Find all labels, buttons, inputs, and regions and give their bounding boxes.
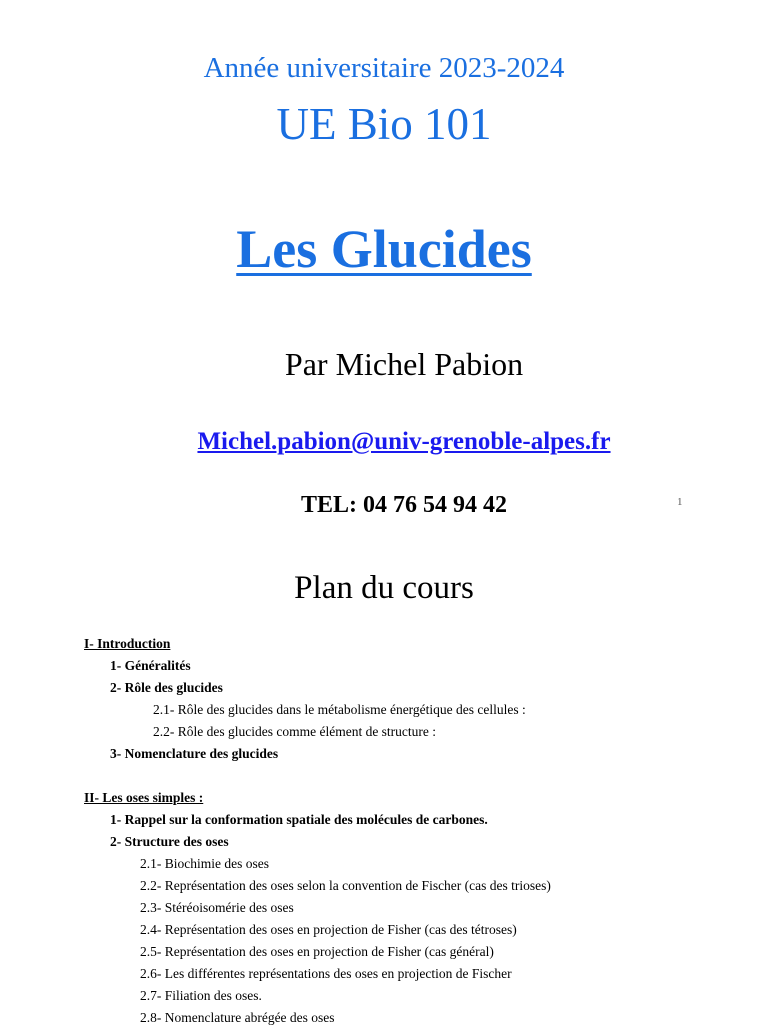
outline-subitem: 2.2- Rôle des glucides comme élément de structure : xyxy=(153,724,437,739)
outline-subitem: 2.4- Représentation des oses en projection de Fisher (cas des tétroses) xyxy=(140,922,517,937)
academic-year: Année universitaire 2023-2024 xyxy=(203,52,565,84)
outline-item: 2- Structure des oses xyxy=(110,834,229,849)
outline-item: 2- Rôle des glucides xyxy=(110,680,223,695)
page-number: 1 xyxy=(677,496,683,508)
outline-subitem: 2.7- Filiation des oses. xyxy=(140,988,262,1003)
outline-subitem: 2.1- Biochimie des oses xyxy=(140,856,269,871)
email-link[interactable]: Michel.pabion@univ-grenoble-alpes.fr xyxy=(197,428,611,455)
section-spacer xyxy=(0,765,768,787)
author-line: Par Michel Pabion xyxy=(284,346,524,382)
section-heading-oses-simples: II- Les oses simples : xyxy=(84,790,204,805)
outline-subitem: 2.6- Les différentes représentations des oses en projection de Fischer xyxy=(140,966,512,981)
outline-subitem: 2.3- Stéréoisomérie des oses xyxy=(140,900,294,915)
outline-item: 1- Rappel sur la conformation spatiale des molécules de carbones. xyxy=(110,812,488,827)
outline-item: 1- Généralités xyxy=(110,658,191,673)
course-code: UE Bio 101 xyxy=(276,99,492,149)
plan-title: Plan du cours xyxy=(294,570,474,606)
section-heading-introduction: I- Introduction xyxy=(84,636,171,651)
outline-item: 3- Nomenclature des glucides xyxy=(110,746,279,761)
phone-number: TEL: 04 76 54 94 42 xyxy=(300,492,507,518)
document-title: Les Glucides xyxy=(236,219,532,279)
outline-subitem: 2.5- Représentation des oses en projection de Fisher (cas général) xyxy=(140,944,494,959)
course-outline xyxy=(0,633,768,1029)
outline-subitem: 2.1- Rôle des glucides dans le métabolisme énergétique des cellules : xyxy=(153,702,526,717)
outline-subitem: 2.2- Représentation des oses selon la convention de Fischer (cas des trioses) xyxy=(140,878,551,893)
outline-subitem: 2.8- Nomenclature abrégée des oses xyxy=(140,1010,335,1025)
